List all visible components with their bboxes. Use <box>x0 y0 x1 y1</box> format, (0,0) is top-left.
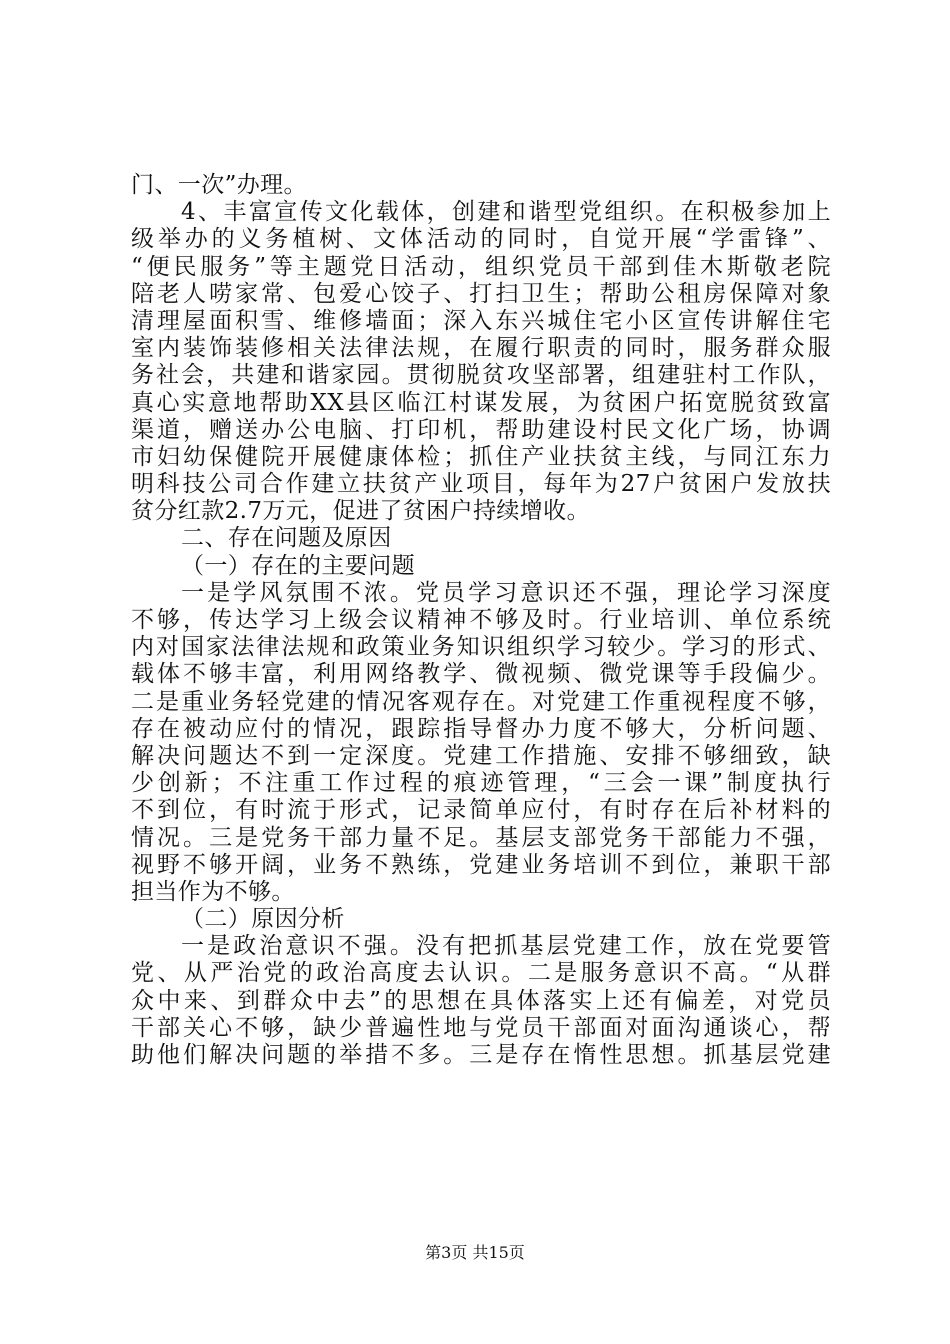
text-line: 助他们解决问题的举措不多。三是存在惰性思想。抓基层党建 <box>131 1042 831 1068</box>
text-line: 不够，传达学习上级会议精神不够及时。行业培训、单位系统 <box>131 607 831 633</box>
text-line: 担当作为不够。 <box>131 878 295 905</box>
text-line: （二）原因分析 <box>181 906 345 933</box>
text-line: 级举办的义务植树、文体活动的同时，自觉开展“学雷锋”、 <box>131 226 831 253</box>
text-line: 干部关心不够，缺少普遍性地与党员干部面对面沟通谈心，帮 <box>131 1014 831 1041</box>
text-line: 明科技公司合作建立扶贫产业项目，每年为27户贫困户发放扶 <box>131 471 831 498</box>
text-line: 党、从严治党的政治高度去认识。二是服务意识不高。“从群 <box>131 960 831 987</box>
text-line: 陪老人唠家常、包爱心饺子、打扫卫生；帮助公租房保障对象 <box>131 280 831 307</box>
text-line: 情况。三是党务干部力量不足。基层支部党务干部能力不强， <box>131 824 831 851</box>
text-line: 务社会，共建和谐家园。贯彻脱贫攻坚部署，组建驻村工作队， <box>131 362 831 389</box>
page-footer: 第3页 共15页 <box>425 1243 525 1262</box>
text-line: 清理屋面积雪、维修墙面；深入东兴城住宅小区宣传讲解住宅 <box>131 307 831 334</box>
text-line: 视野不够开阔，业务不熟练，党建业务培训不到位，兼职干部 <box>131 851 831 878</box>
text-line: 内对国家法律法规和政策业务知识组织学习较少。学习的形式、 <box>131 634 831 661</box>
text-line: 载体不够丰富，利用网络教学、微视频、微党课等手段偏少。 <box>131 661 831 688</box>
text-line: 二是重业务轻党建的情况客观存在。对党建工作重视程度不够， <box>131 688 831 715</box>
text-line: 二、存在问题及原因 <box>181 525 392 552</box>
text-line: 解决问题达不到一定深度。党建工作措施、安排不够细致，缺 <box>131 742 831 769</box>
text-line: 存在被动应付的情况，跟踪指导督办力度不够大，分析问题、 <box>131 715 831 742</box>
text-line: “便民服务”等主题党日活动，组织党员干部到佳木斯敬老院 <box>131 253 831 280</box>
text-line: 门、一次”办理。 <box>131 172 307 198</box>
text-line: （一）存在的主要问题 <box>181 552 415 579</box>
text-line: 真心实意地帮助XX县区临江村谋发展，为贫困户拓宽脱贫致富 <box>131 389 831 416</box>
text-line: 贫分红款2.7万元，促进了贫困户持续增收。 <box>131 498 590 525</box>
text-line: 不到位，有时流于形式，记录简单应付，有时存在后补材料的 <box>131 797 831 824</box>
text-line: 渠道，赠送办公电脑、打印机，帮助建设村民文化广场，协调 <box>131 416 831 443</box>
text-line: 少创新；不注重工作过程的痕迹管理，“三会一课”制度执行 <box>131 770 831 797</box>
document-body <box>131 172 831 1069</box>
text-line: 众中来、到群众中去”的思想在具体落实上还有偏差，对党员 <box>131 987 831 1014</box>
text-line: 一是政治意识不强。没有把抓基层党建工作，放在党要管 <box>181 933 831 960</box>
text-line: 市妇幼保健院开展健康体检；抓住产业扶贫主线，与同江东力 <box>131 443 831 470</box>
text-line: 一是学风氛围不浓。党员学习意识还不强，理论学习深度 <box>181 579 831 606</box>
text-line: 4、丰富宣传文化载体，创建和谐型党组织。在积极参加上 <box>181 199 831 226</box>
text-line: 室内装饰装修相关法律法规，在履行职责的同时，服务群众服 <box>131 335 831 362</box>
